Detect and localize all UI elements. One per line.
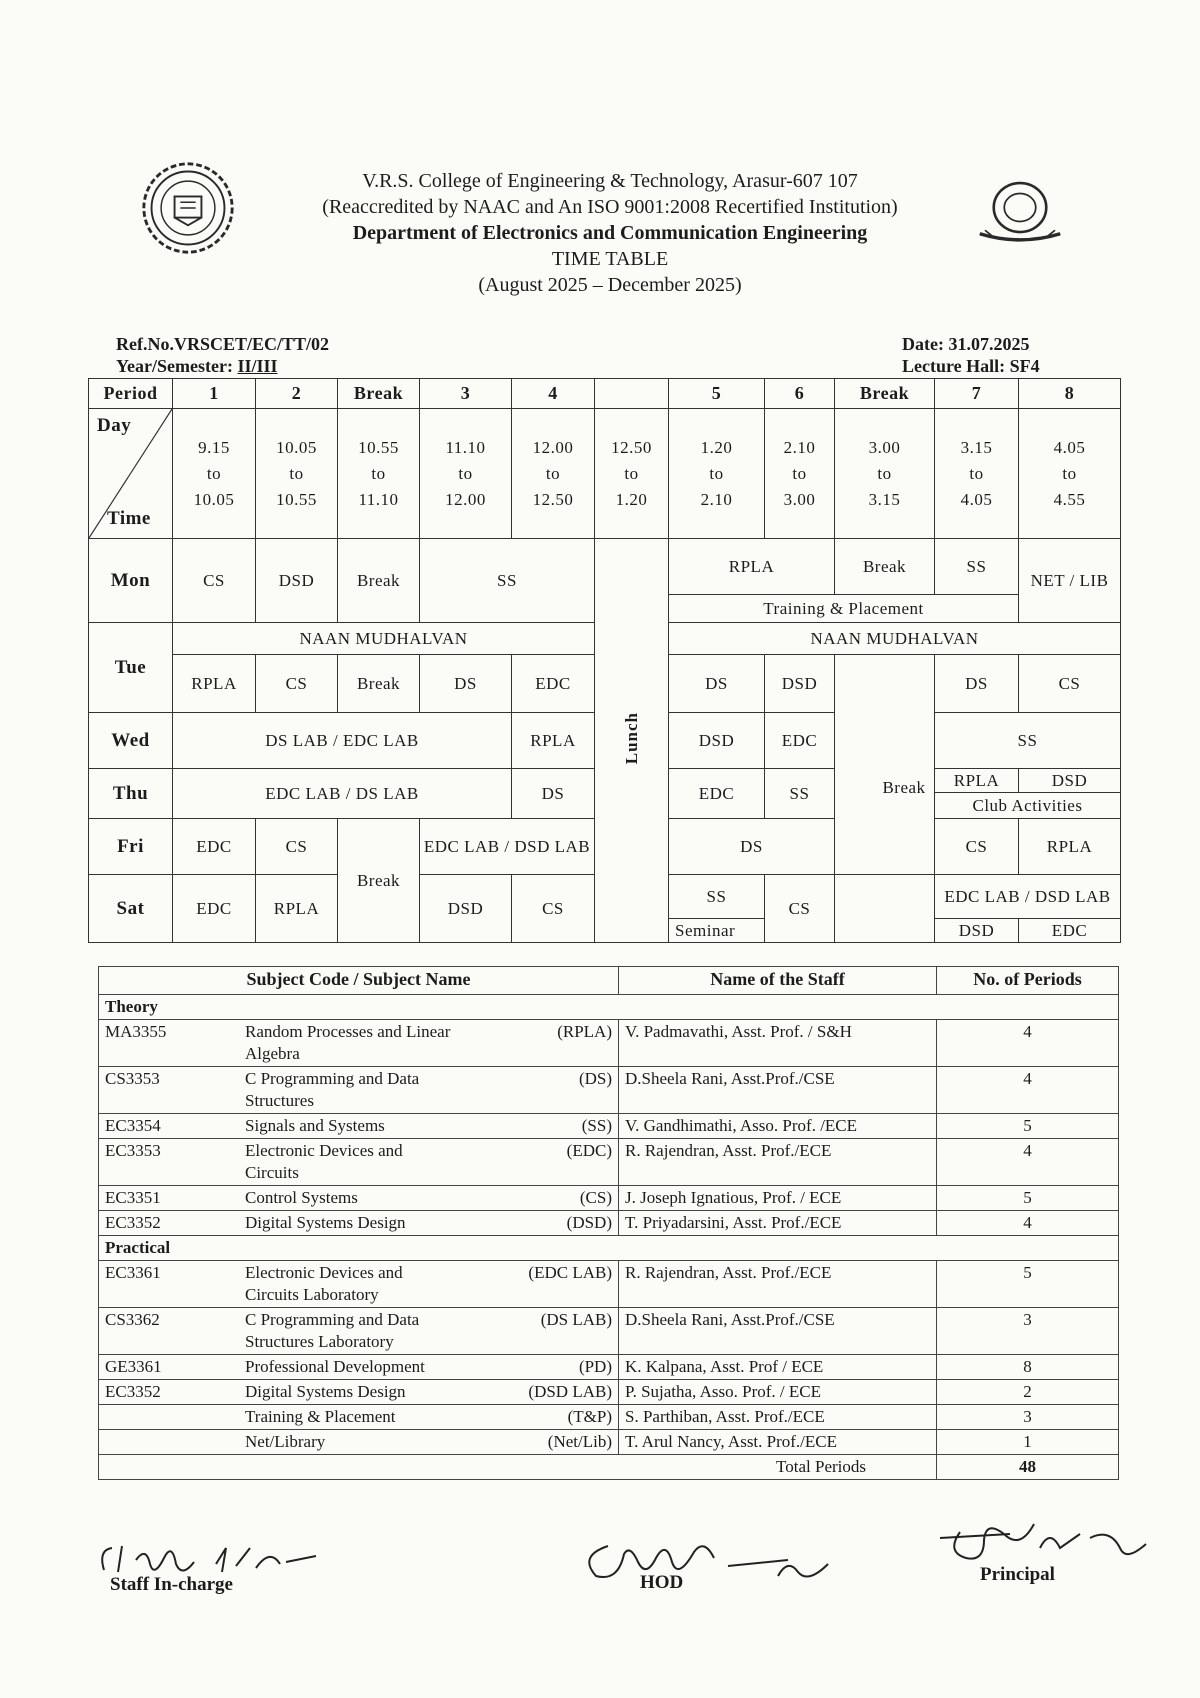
period-count: 4 bbox=[937, 1020, 1119, 1067]
subject-abbreviation: (T&P) bbox=[567, 1407, 612, 1426]
subject-row bbox=[99, 1211, 1119, 1236]
staff-in-charge-label: Staff In-charge bbox=[110, 1574, 233, 1595]
subject-cell bbox=[99, 1430, 619, 1455]
period-3: 3 bbox=[420, 379, 512, 409]
subject-cell bbox=[99, 1211, 619, 1236]
subject-table-header bbox=[99, 967, 1119, 995]
subject-name: Control Systems bbox=[245, 1188, 358, 1207]
tue-period-2: CS bbox=[256, 655, 338, 713]
subject-row bbox=[99, 1020, 1119, 1067]
staff-name: R. Rajendran, Asst. Prof./ECE bbox=[619, 1261, 937, 1308]
subject-allocation-table bbox=[98, 966, 1119, 1480]
thu-period-7: RPLA bbox=[935, 769, 1019, 793]
wed-period-5: DSD bbox=[669, 713, 765, 769]
staff-name: S. Parthiban, Asst. Prof./ECE bbox=[619, 1405, 937, 1430]
weekly-timetable bbox=[88, 378, 1121, 943]
tue-period-4: EDC bbox=[512, 655, 595, 713]
subject-cell bbox=[99, 1380, 619, 1405]
subject-row bbox=[99, 1308, 1119, 1355]
college-emblem-icon bbox=[140, 160, 236, 256]
period-label: Period bbox=[89, 379, 173, 409]
subject-name: Digital Systems Design bbox=[245, 1213, 406, 1232]
staff-name: K. Kalpana, Asst. Prof / ECE bbox=[619, 1355, 937, 1380]
fri-period-7: CS bbox=[935, 819, 1019, 875]
period-count: 4 bbox=[937, 1211, 1119, 1236]
lecture-hall: Lecture Hall: SF4 bbox=[902, 356, 1040, 376]
day-time-corner bbox=[89, 409, 173, 539]
day-saturday: Sat bbox=[89, 875, 173, 943]
subject-name: Electronic Devices and Circuits Laboratory bbox=[245, 1263, 403, 1304]
period-6: 6 bbox=[765, 379, 835, 409]
period-5: 5 bbox=[669, 379, 765, 409]
hod-label: HOD bbox=[640, 1572, 684, 1593]
tue-period-6: DSD bbox=[765, 655, 835, 713]
period-count: 4 bbox=[937, 1067, 1119, 1114]
staff-name: D.Sheela Rani, Asst.Prof./CSE bbox=[619, 1308, 937, 1355]
tue-break: Break bbox=[338, 655, 420, 713]
academic-period: (August 2025 – December 2025) bbox=[478, 274, 742, 296]
period-count: 5 bbox=[937, 1114, 1119, 1139]
subject-abbreviation: (SS) bbox=[581, 1116, 612, 1135]
mon-break-2: Break bbox=[835, 539, 935, 595]
time-slot-lunch: 12.50 to 1.20 bbox=[595, 409, 669, 539]
time-slot-3: 11.10 to 12.00 bbox=[420, 409, 512, 539]
total-row bbox=[99, 1455, 1119, 1480]
fri-period-2: CS bbox=[256, 819, 338, 875]
principal-label: Principal bbox=[980, 1564, 1055, 1585]
total-value: 48 bbox=[937, 1455, 1119, 1480]
staff-name: T. Arul Nancy, Asst. Prof./ECE bbox=[619, 1430, 937, 1455]
period-1: 1 bbox=[173, 379, 256, 409]
thu-period-5: EDC bbox=[669, 769, 765, 819]
time-row bbox=[89, 409, 1121, 539]
subject-cell bbox=[99, 1405, 619, 1430]
subject-row bbox=[99, 1405, 1119, 1430]
subject-abbreviation: (PD) bbox=[578, 1357, 612, 1376]
time-slot-6: 2.10 to 3.00 bbox=[765, 409, 835, 539]
date-block bbox=[902, 333, 1040, 377]
tue-period-1: RPLA bbox=[173, 655, 256, 713]
fri-period-1: EDC bbox=[173, 819, 256, 875]
subject-code: GE3361 bbox=[105, 1357, 162, 1376]
mon-break: Break bbox=[338, 539, 420, 623]
period-4: 4 bbox=[512, 379, 595, 409]
time-slot-7: 3.15 to 4.05 bbox=[935, 409, 1019, 539]
sat-seminar: Seminar bbox=[669, 919, 765, 943]
document-title: TIME TABLE bbox=[551, 248, 669, 270]
subject-code: CS3362 bbox=[105, 1310, 160, 1329]
sat-period-8: EDC bbox=[1019, 919, 1121, 943]
period-count: 1 bbox=[937, 1430, 1119, 1455]
period-count: 3 bbox=[937, 1308, 1119, 1355]
wed-period-6: EDC bbox=[765, 713, 835, 769]
period-count: 5 bbox=[937, 1186, 1119, 1211]
hod-signature-scribble bbox=[578, 1536, 848, 1586]
issue-date: Date: 31.07.2025 bbox=[902, 334, 1030, 354]
col-subject: Subject Code / Subject Name bbox=[99, 967, 619, 995]
mon-period-8: NET / LIB bbox=[1019, 539, 1121, 623]
time-slot-break-1: 10.55 to 11.10 bbox=[338, 409, 420, 539]
staff-name: R. Rajendran, Asst. Prof./ECE bbox=[619, 1139, 937, 1186]
col-staff: Name of the Staff bbox=[619, 967, 937, 995]
time-slot-8: 4.05 to 4.55 bbox=[1019, 409, 1121, 539]
period-count: 2 bbox=[937, 1380, 1119, 1405]
time-slot-2: 10.05 to 10.55 bbox=[256, 409, 338, 539]
wed-lab: DS LAB / EDC LAB bbox=[173, 713, 512, 769]
department-name: Department of Electronics and Communication Engineering bbox=[352, 222, 868, 244]
col-periods: No. of Periods bbox=[937, 967, 1119, 995]
subject-code: EC3352 bbox=[105, 1213, 161, 1232]
period-count: 8 bbox=[937, 1355, 1119, 1380]
subject-code: MA3355 bbox=[105, 1022, 167, 1041]
mon-period-3-4: SS bbox=[420, 539, 595, 623]
staff-name: J. Joseph Ignatious, Prof. / ECE bbox=[619, 1186, 937, 1211]
mon-period-7: SS bbox=[935, 539, 1019, 595]
day-friday: Fri bbox=[89, 819, 173, 875]
period-count: 3 bbox=[937, 1405, 1119, 1430]
period-8: 8 bbox=[1019, 379, 1121, 409]
subject-cell bbox=[99, 1067, 619, 1114]
subject-cell bbox=[99, 1186, 619, 1211]
tue-naan-mudhalvan-am: NAAN MUDHALVAN bbox=[173, 623, 595, 655]
subject-row bbox=[99, 1380, 1119, 1405]
subject-row bbox=[99, 1261, 1119, 1308]
subject-name: Random Processes and Linear Algebra bbox=[245, 1022, 451, 1063]
sat-period-4: CS bbox=[512, 875, 595, 943]
time-slot-4: 12.00 to 12.50 bbox=[512, 409, 595, 539]
subject-row bbox=[99, 1186, 1119, 1211]
sat-period-2: RPLA bbox=[256, 875, 338, 943]
staff-name: V. Padmavathi, Asst. Prof. / S&H bbox=[619, 1020, 937, 1067]
time-slot-5: 1.20 to 2.10 bbox=[669, 409, 765, 539]
mon-period-2: DSD bbox=[256, 539, 338, 623]
day-label: Day bbox=[97, 415, 132, 436]
subject-cell bbox=[99, 1261, 619, 1308]
staff-name: T. Priyadarsini, Asst. Prof./ECE bbox=[619, 1211, 937, 1236]
fri-period-5-6: DS bbox=[669, 819, 835, 875]
fri-period-8: RPLA bbox=[1019, 819, 1121, 875]
afternoon-break-column bbox=[835, 655, 935, 875]
sat-period-5: SS bbox=[669, 875, 765, 919]
subject-cell bbox=[99, 1020, 619, 1067]
subject-name: Signals and Systems bbox=[245, 1116, 385, 1135]
subject-name: Digital Systems Design bbox=[245, 1382, 406, 1401]
mon-period-5-6: RPLA bbox=[669, 539, 835, 595]
wed-period-7-8: SS bbox=[935, 713, 1121, 769]
tue-period-8: CS bbox=[1019, 655, 1121, 713]
theory-section: Theory bbox=[99, 995, 1119, 1020]
accreditation-line: (Reaccredited by NAAC and An ISO 9001:2008 Recertified Institution) bbox=[322, 196, 898, 218]
mon-period-1: CS bbox=[173, 539, 256, 623]
subject-code: EC3361 bbox=[105, 1263, 161, 1282]
time-slot-1: 9.15 to 10.05 bbox=[173, 409, 256, 539]
wed-period-4: RPLA bbox=[512, 713, 595, 769]
thu-lab: EDC LAB / DS LAB bbox=[173, 769, 512, 819]
subject-row bbox=[99, 1430, 1119, 1455]
sat-lab: EDC LAB / DSD LAB bbox=[935, 875, 1121, 919]
tue-naan-mudhalvan-pm: NAAN MUDHALVAN bbox=[669, 623, 1121, 655]
subject-cell bbox=[99, 1114, 619, 1139]
day-tuesday: Tue bbox=[89, 623, 173, 713]
lunch-label: Lunch bbox=[621, 711, 641, 765]
afternoon-break-label: Break bbox=[882, 778, 926, 797]
subject-code: EC3352 bbox=[105, 1382, 161, 1401]
college-name: V.R.S. College of Engineering & Technology, Arasur-607 107 bbox=[362, 170, 858, 192]
subject-name: Training & Placement bbox=[245, 1407, 396, 1426]
thu-club-activities: Club Activities bbox=[935, 793, 1121, 819]
subject-abbreviation: (EDC LAB) bbox=[528, 1263, 612, 1282]
reference-number: Ref.No.VRSCET/EC/TT/02 bbox=[116, 334, 330, 354]
thu-period-8: DSD bbox=[1019, 769, 1121, 793]
tue-period-7: DS bbox=[935, 655, 1019, 713]
fri-period-3-4: EDC LAB / DSD LAB bbox=[420, 819, 595, 875]
period-2: 2 bbox=[256, 379, 338, 409]
subject-code: EC3351 bbox=[105, 1188, 161, 1207]
period-break-2: Break bbox=[835, 379, 935, 409]
fri-sat-break: Break bbox=[338, 819, 420, 943]
tue-period-3: DS bbox=[420, 655, 512, 713]
practical-section: Practical bbox=[99, 1236, 1119, 1261]
subject-row bbox=[99, 1139, 1119, 1186]
subject-name: C Programming and Data Structures bbox=[245, 1069, 420, 1110]
sat-break-2 bbox=[835, 875, 935, 943]
sat-period-6: CS bbox=[765, 875, 835, 943]
subject-code: EC3354 bbox=[105, 1116, 161, 1135]
subject-name: Electronic Devices and Circuits bbox=[245, 1141, 403, 1182]
subject-name: C Programming and Data Structures Laboratory bbox=[245, 1310, 420, 1351]
practical-rows bbox=[99, 1261, 1119, 1455]
thu-period-4: DS bbox=[512, 769, 595, 819]
sat-period-7: DSD bbox=[935, 919, 1019, 943]
lunch-column bbox=[595, 539, 669, 943]
subject-row bbox=[99, 1114, 1119, 1139]
subject-name: Net/Library bbox=[245, 1432, 326, 1451]
subject-cell bbox=[99, 1308, 619, 1355]
staff-name: P. Sujatha, Asso. Prof. / ECE bbox=[619, 1380, 937, 1405]
thu-period-6: SS bbox=[765, 769, 835, 819]
period-break-1: Break bbox=[338, 379, 420, 409]
subject-abbreviation: (DS) bbox=[578, 1069, 612, 1088]
period-count: 4 bbox=[937, 1139, 1119, 1186]
row-monday bbox=[89, 539, 1121, 595]
day-monday: Mon bbox=[89, 539, 173, 623]
document-header bbox=[250, 168, 970, 298]
subject-abbreviation: (DSD LAB) bbox=[528, 1382, 612, 1401]
subject-abbreviation: (RPLA) bbox=[557, 1022, 612, 1041]
day-thursday: Thu bbox=[89, 769, 173, 819]
subject-code: CS3353 bbox=[105, 1069, 160, 1088]
period-row bbox=[89, 379, 1121, 409]
period-7: 7 bbox=[935, 379, 1019, 409]
subject-row bbox=[99, 1067, 1119, 1114]
subject-abbreviation: (Net/Lib) bbox=[547, 1432, 612, 1451]
subject-abbreviation: (EDC) bbox=[566, 1141, 612, 1160]
subject-code: EC3353 bbox=[105, 1141, 161, 1160]
subject-abbreviation: (CS) bbox=[579, 1188, 612, 1207]
reference-block bbox=[116, 333, 329, 377]
mon-training-placement: Training & Placement bbox=[669, 595, 1019, 623]
tue-period-5: DS bbox=[669, 655, 765, 713]
period-count: 5 bbox=[937, 1261, 1119, 1308]
total-label: Total Periods bbox=[99, 1455, 937, 1480]
subject-cell bbox=[99, 1355, 619, 1380]
day-wednesday: Wed bbox=[89, 713, 173, 769]
sat-period-3: DSD bbox=[420, 875, 512, 943]
subject-abbreviation: (DSD) bbox=[566, 1213, 612, 1232]
theory-rows bbox=[99, 1020, 1119, 1236]
time-label: Time bbox=[107, 508, 151, 529]
subject-name: Professional Development bbox=[245, 1357, 425, 1376]
year-semester: Year/Semester: II/III bbox=[116, 356, 278, 376]
subject-row bbox=[99, 1355, 1119, 1380]
staff-name: D.Sheela Rani, Asst.Prof./CSE bbox=[619, 1067, 937, 1114]
subject-abbreviation: (DS LAB) bbox=[540, 1310, 612, 1329]
time-slot-break-2: 3.00 to 3.15 bbox=[835, 409, 935, 539]
subject-cell bbox=[99, 1139, 619, 1186]
staff-name: V. Gandhimathi, Asso. Prof. /ECE bbox=[619, 1114, 937, 1139]
accreditation-emblem-icon bbox=[975, 176, 1065, 246]
period-lunch-header bbox=[595, 379, 669, 409]
sat-period-1: EDC bbox=[173, 875, 256, 943]
